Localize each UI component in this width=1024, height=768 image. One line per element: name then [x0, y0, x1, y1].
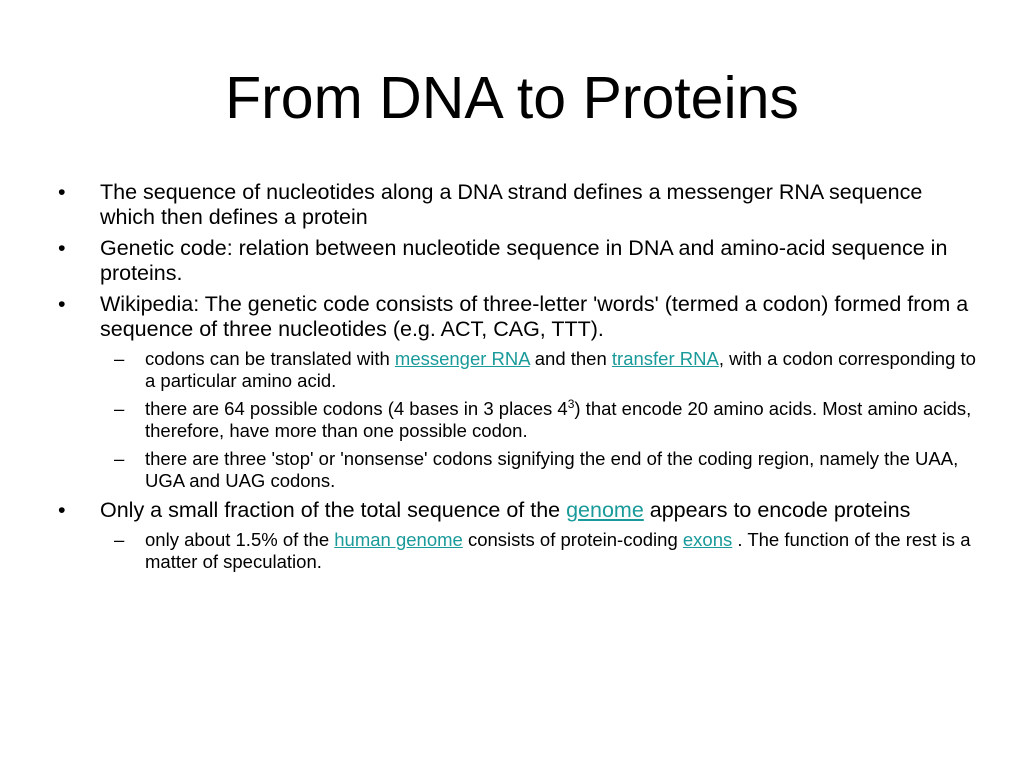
sub-bullet-text: there are three 'stop' or 'nonsense' codons signifying the end of the coding region, namely the UAA, UGA and UAG codons.: [145, 448, 959, 491]
sub-bullet-item: [100, 448, 978, 492]
bullet-item: [58, 236, 978, 286]
bullet-text: appears to encode proteins: [643, 498, 911, 522]
slide-title: From DNA to Proteins: [225, 65, 799, 131]
sub-bullet-text: ) that encode 20 amino acids. Most amino acids, therefore, have more than one possible codon.: [145, 398, 972, 441]
bullet-text: Genetic code: relation between nucleotide sequence in DNA and amino-acid sequence in proteins.: [100, 236, 948, 285]
sub-bullet-text: and then: [529, 348, 612, 369]
sub-bullet-item: [100, 398, 978, 442]
sub-bullet-text: . The function of the rest is a matter of speculation.: [145, 529, 971, 572]
sub-bullet-text: there are 64 possible codons (4 bases in 3 places 4: [145, 398, 568, 419]
sub-bullet-text: codons can be translated with: [145, 348, 395, 369]
sub-bullet-item: [100, 529, 978, 573]
bullet-text: The sequence of nucleotides along a DNA strand defines a messenger RNA sequence which then defines a protein: [100, 180, 923, 229]
bullet-marker: •: [58, 498, 66, 522]
messenger-rna-link[interactable]: messenger RNA: [394, 348, 530, 369]
bullet-text: Wikipedia: The genetic code consists of three-letter 'words' (termed a codon) formed from a sequence of three nucleotides (e.g. ACT, CAG, TTT).: [100, 292, 969, 341]
bullet-text: Only a small fraction of the total sequence of the: [100, 498, 567, 522]
bullet-item: [58, 498, 978, 523]
bullet-list: [58, 180, 978, 579]
human-genome-link[interactable]: human genome: [334, 529, 463, 550]
sub-bullet-marker: –: [114, 448, 125, 469]
sub-bullet-marker: –: [114, 398, 125, 419]
sub-bullet-text: only about 1.5% of the: [145, 529, 335, 550]
sub-bullet-text: consists of protein-coding: [462, 529, 683, 550]
bullet-marker: •: [58, 236, 66, 260]
bullet-marker: •: [58, 180, 66, 204]
exons-link[interactable]: exons: [682, 529, 733, 550]
superscript: 3: [567, 397, 575, 411]
bullet-item: [58, 180, 978, 230]
sub-bullet-text: , with a codon corresponding to a particular amino acid.: [145, 348, 976, 391]
transfer-rna-link[interactable]: transfer RNA: [611, 348, 719, 369]
sub-bullet-item: [100, 348, 978, 392]
bullet-item: [58, 292, 978, 342]
genome-link[interactable]: genome: [566, 498, 644, 522]
sub-bullet-marker: –: [114, 529, 125, 550]
bullet-marker: •: [58, 292, 66, 316]
sub-bullet-marker: –: [114, 348, 125, 369]
